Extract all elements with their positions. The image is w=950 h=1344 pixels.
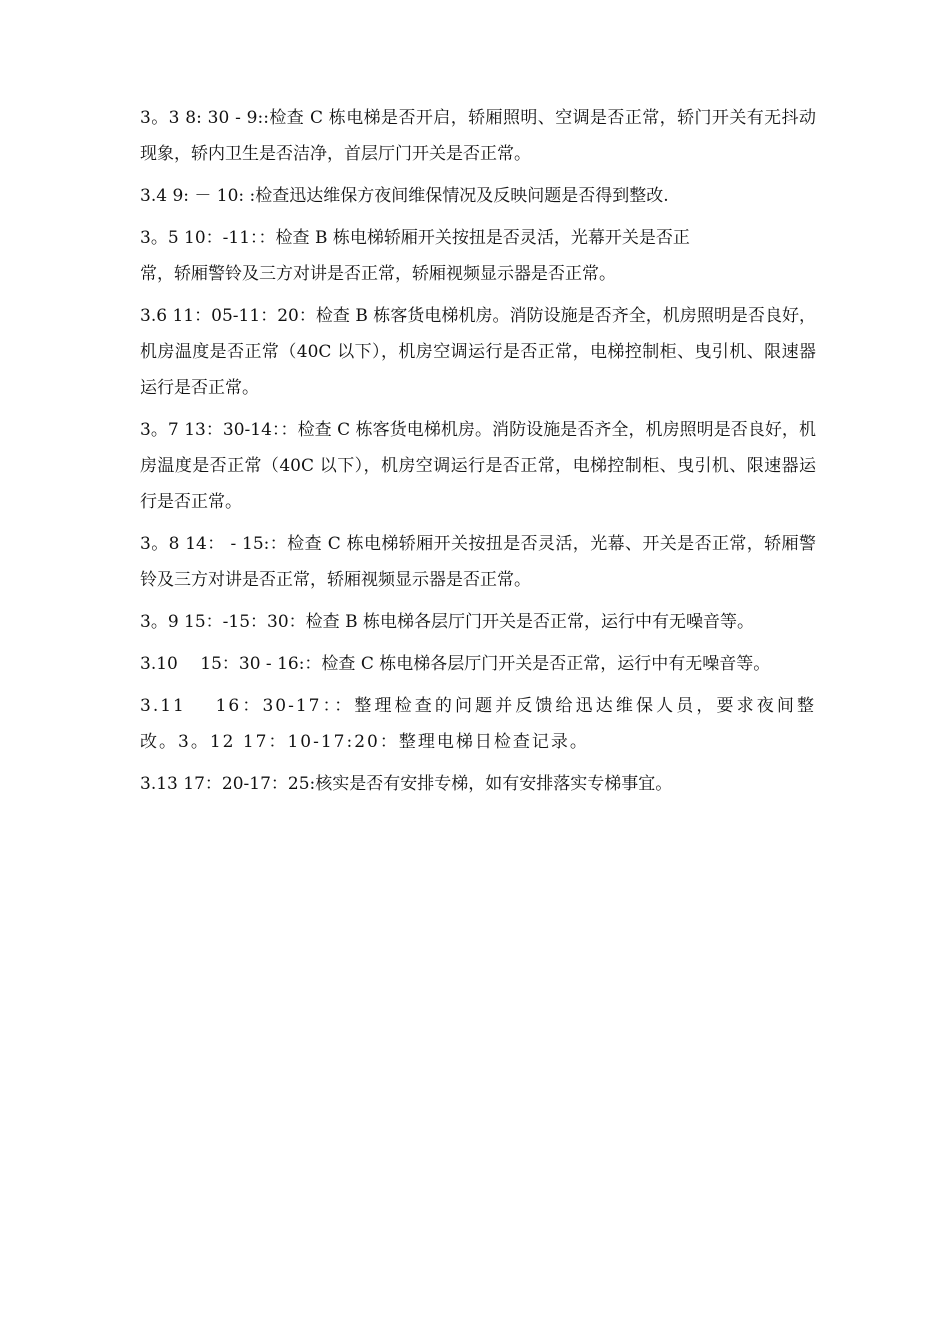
paragraph-3-7: 3。7 13：30-14：：检查 C 栋客货电梯机房。消防设施是否齐全，机房照明是否良好，机房温度是否正常（40C 以下），机房空调运行是否正常，电梯控制柜、曳引机、限速器运行是否正常。 [140,420,816,512]
paragraph-3-6: 3.6 11：05-11：20：检查 B 栋客货电梯机房。消防设施是否齐全，机房照明是否良好，机房温度是否正常（40C 以下），机房空调运行是否正常，电梯控制柜、曳引机、限速器运行是否正常。 [140,306,816,398]
paragraph-3-9: 3。9 15：-15：30：检查 B 栋电梯各层厅门开关是否正常，运行中有无噪音等。 [140,612,754,632]
paragraph-3-5-line-1: 3。5 10：-11：：检查 B 栋电梯轿厢开关按扭是否灵活，光幕开关是否正 [140,228,690,248]
paragraph-3-10: 3.10 15：30 - 16:：检查 C 栋电梯各层厅门开关是否正常，运行中有无噪音等。 [140,654,771,674]
document-body [140,100,816,808]
paragraph-3-8: 3。8 14： - 15:：检查 C 栋电梯轿厢开关按扭是否灵活，光幕、开关是否正常，轿厢警铃及三方对讲是否正常，轿厢视频显示器是否正常。 [140,534,816,590]
paragraph-3-3: 3。3 8: 30 - 9::检查 C 栋电梯是否开启，轿厢照明、空调是否正常，轿门开关有无抖动现象，轿内卫生是否洁净，首层厅门开关是否正常。 [140,108,816,164]
paragraph-3-13: 3.13 17：20-17：25:核实是否有安排专梯，如有安排落实专梯事宜。 [140,774,673,794]
paragraph-3-11: 3.11 16：30-17：：整理检查的问题并反馈给迅达维保人员，要求夜间整改。3。12 17：10-17:20：整理电梯日检查记录。 [140,696,816,752]
paragraph-3-5-line-2: 常，轿厢警铃及三方对讲是否正常，轿厢视频显示器是否正常。 [140,264,616,284]
paragraph-3-4: 3.4 9: － 10: :检查迅达维保方夜间维保情况及反映问题是否得到整改. [140,186,669,206]
